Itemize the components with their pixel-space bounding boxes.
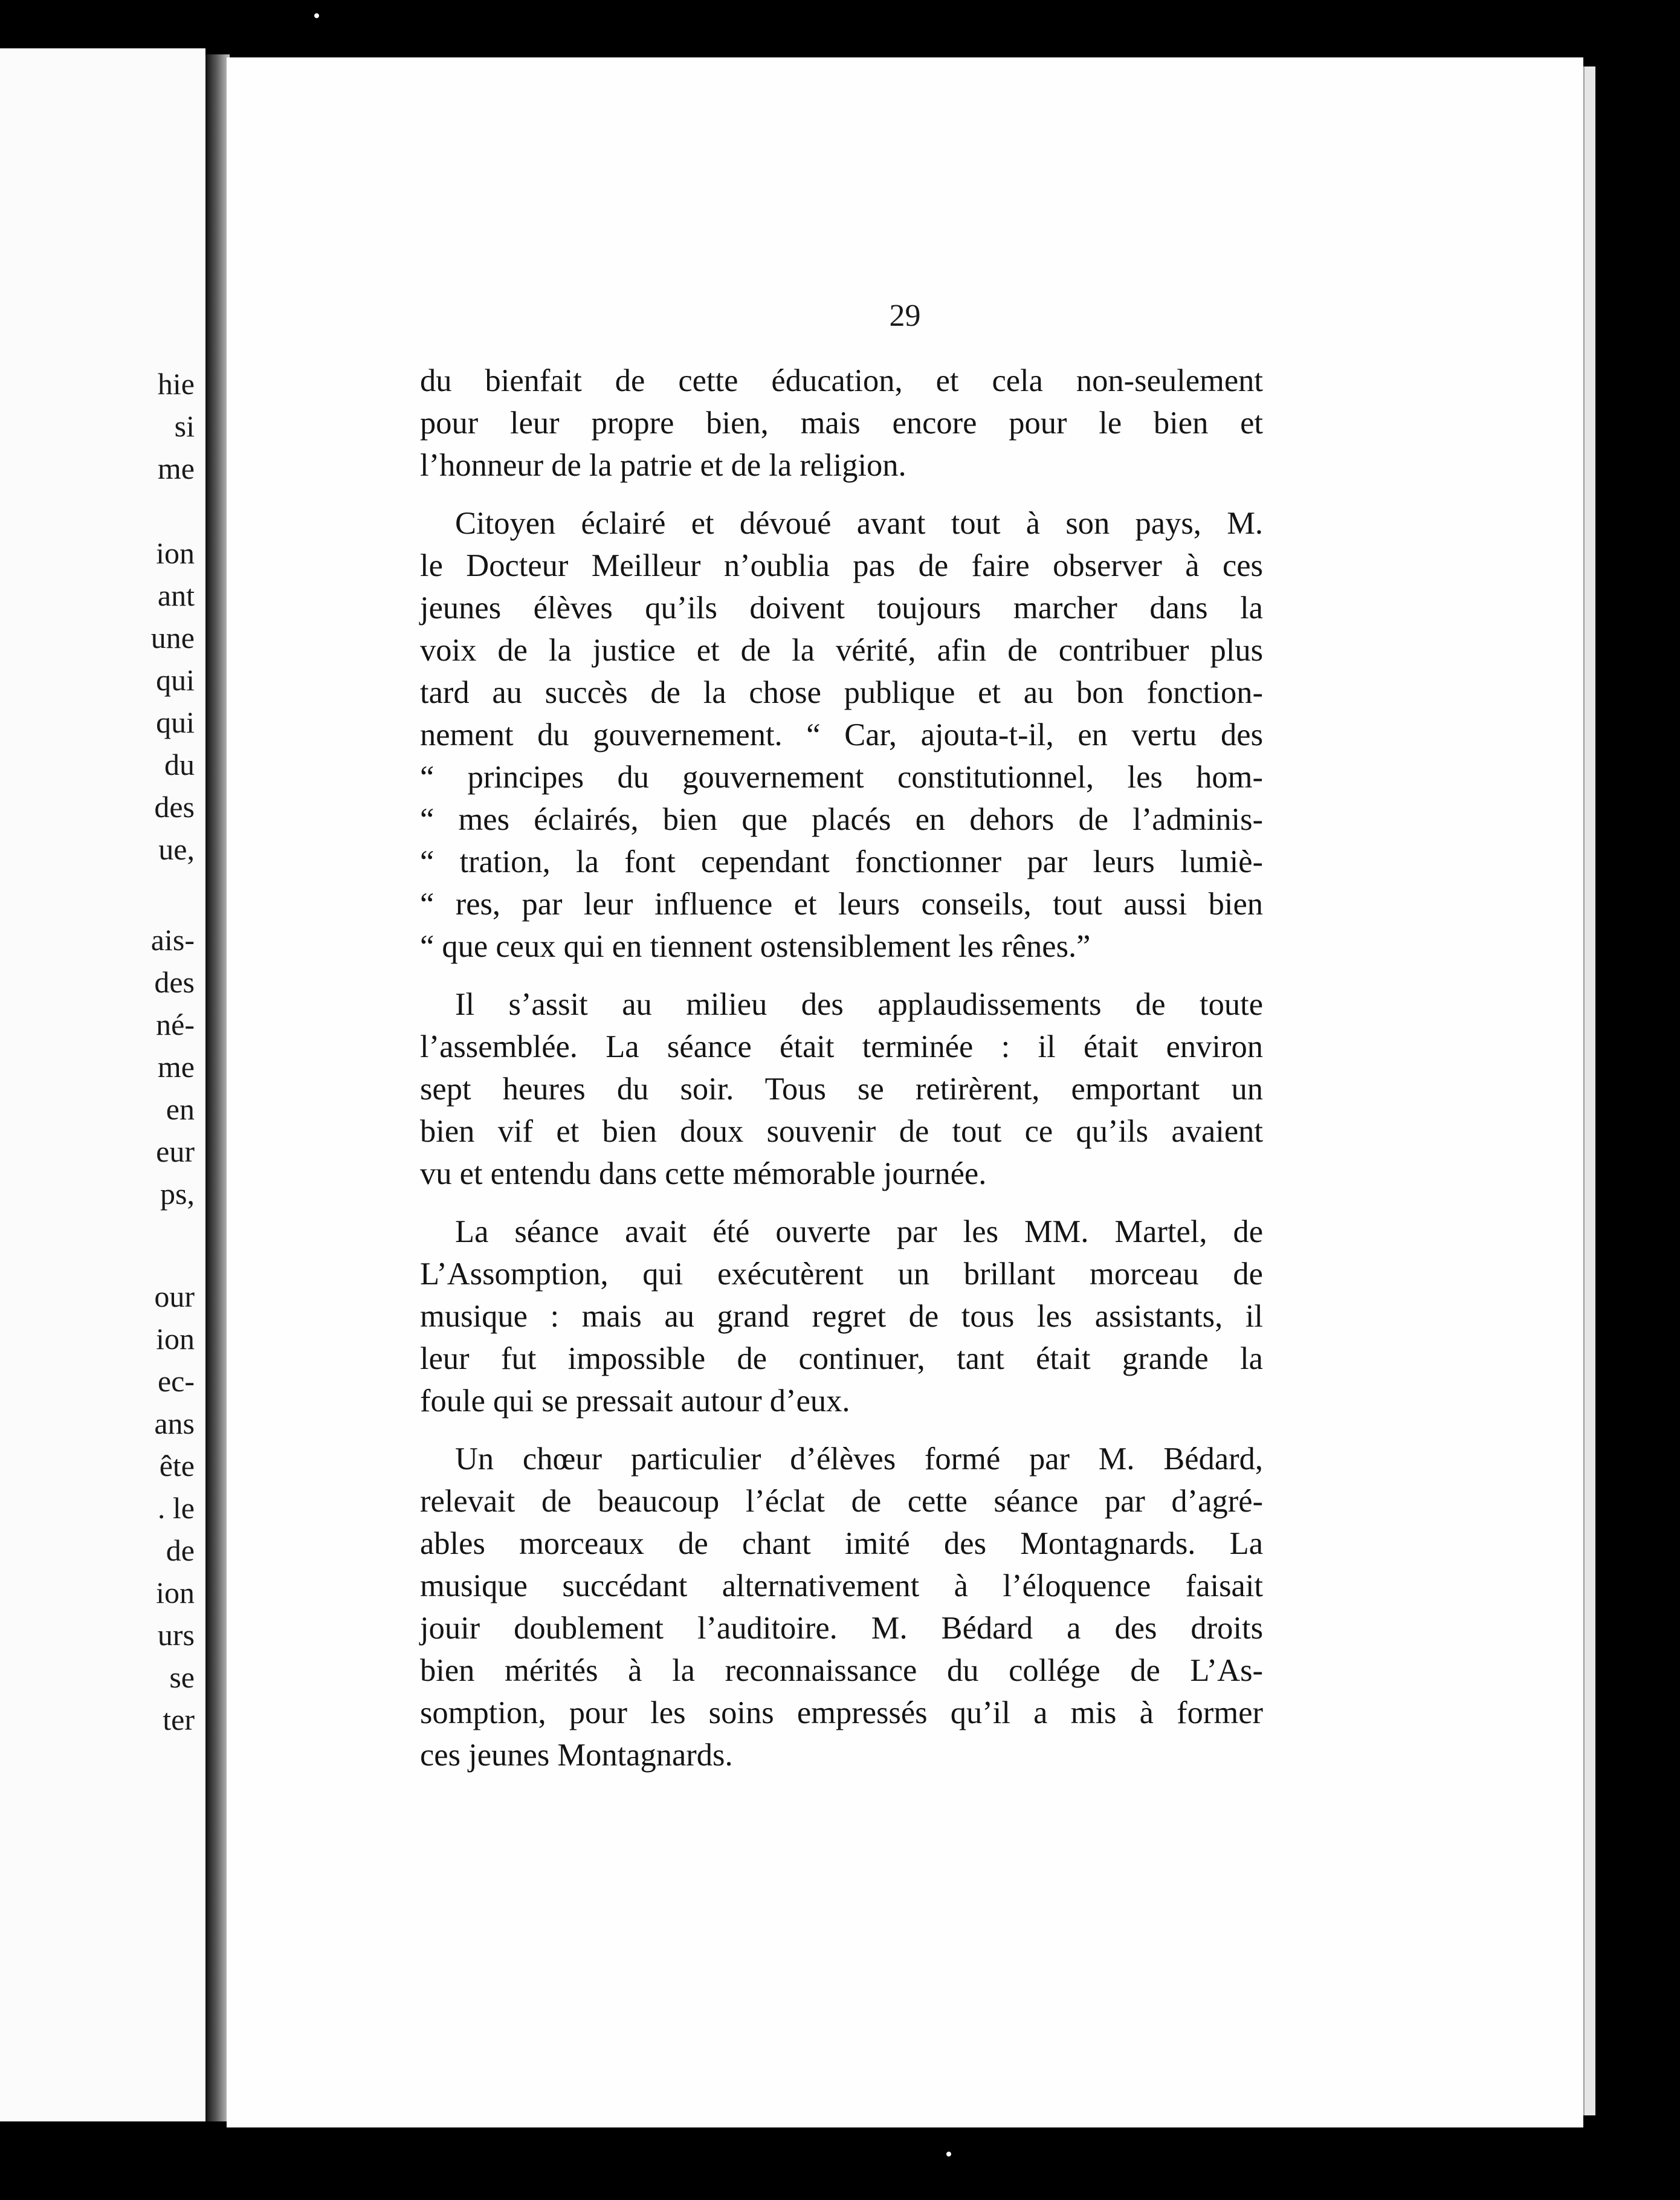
text-line: “ que ceux qui en tiennent ostensiblement les rênes.” [420, 929, 1091, 964]
text-line: voix de la justice et de la vérité, afin de contribuer plus [420, 633, 1263, 668]
left-text-fragment: en [166, 1092, 195, 1126]
text-line: vu et entendu dans cette mémorable journée. [420, 1156, 987, 1191]
left-text-fragment: des [154, 965, 195, 999]
left-text-fragment: ue, [158, 832, 195, 866]
left-text-fragment: urs [157, 1618, 195, 1652]
page-edge [1583, 66, 1595, 2115]
text-line: pour leur propre bien, mais encore pour le bien et [420, 406, 1263, 441]
text-line: Citoyen éclairé et dévoué avant tout à son pays, M. [455, 506, 1263, 541]
left-text-fragment: ter [163, 1703, 195, 1736]
paragraph [420, 502, 1263, 968]
paragraph [420, 1438, 1263, 1776]
left-page-fragment [0, 48, 205, 2121]
left-text-fragment: si [174, 409, 195, 443]
left-text-fragment: qui [156, 663, 195, 697]
left-text-fragment: qui [156, 705, 195, 739]
body-text [420, 360, 1263, 1792]
text-line: jouir doublement l’auditoire. M. Bédard a des droits [420, 1611, 1263, 1646]
left-text-fragment: né- [156, 1008, 195, 1041]
left-text-fragment: ec- [157, 1364, 195, 1398]
text-line: L’Assomption, qui exécutèrent un brillant morceau de [420, 1257, 1263, 1292]
left-text-fragment: ant [157, 578, 195, 612]
text-line: bien vif et bien doux souvenir de tout ce qu’ils avaient [420, 1114, 1263, 1149]
paragraph [420, 983, 1263, 1195]
text-line: tard au succès de la chose publique et au bon fonction- [420, 675, 1263, 710]
left-text-fragment: se [169, 1660, 195, 1694]
left-text-fragment: me [157, 451, 195, 485]
text-line: du bienfait de cette éducation, et cela non-seulement [420, 363, 1263, 398]
text-line: relevait de beaucoup l’éclat de cette séance par d’agré- [420, 1484, 1263, 1519]
left-text-fragment: ps, [160, 1177, 195, 1211]
text-line: foule qui se pressait autour d’eux. [420, 1383, 850, 1419]
book-spine-shadow [205, 54, 230, 2121]
left-text-fragment: ion [156, 1322, 195, 1356]
left-text-fragment: ais- [150, 923, 195, 957]
text-line: le Docteur Meilleur n’oublia pas de faire observer à ces [420, 548, 1263, 583]
left-text-fragment: hie [157, 367, 195, 401]
text-line: l’honneur de la patrie et de la religion. [420, 448, 906, 483]
text-line: bien mérités à la reconnaissance du collége de L’As- [420, 1653, 1263, 1688]
text-line: jeunes élèves qu’ils doivent toujours marcher dans la [420, 590, 1263, 626]
text-line: Il s’assit au milieu des applaudissements de toute [455, 987, 1263, 1022]
text-line: ables morceaux de chant imité des Montagnards. La [420, 1526, 1263, 1561]
left-text-fragment: des [154, 790, 195, 824]
left-text-fragment: ion [156, 1576, 195, 1610]
text-line: “ principes du gouvernement constitutionnel, les hom- [420, 760, 1263, 795]
left-text-fragment: de [166, 1533, 195, 1567]
text-line: ces jeunes Montagnards. [420, 1738, 733, 1773]
text-line: Un chœur particulier d’élèves formé par M. Bédard, [455, 1441, 1263, 1477]
left-text-fragment: . le [157, 1491, 195, 1525]
left-text-fragment: une [150, 621, 195, 655]
text-line: La séance avait été ouverte par les MM. Martel, de [455, 1214, 1263, 1249]
left-text-fragment: ion [156, 536, 195, 570]
text-line: musique : mais au grand regret de tous les assistants, il [420, 1299, 1263, 1334]
scan-speck [946, 2152, 951, 2156]
left-text-fragment: our [154, 1280, 195, 1313]
left-text-fragment: du [164, 748, 195, 781]
text-line: musique succédant alternativement à l’éloquence faisait [420, 1568, 1263, 1603]
page-number: 29 [889, 299, 921, 333]
left-text-fragment: me [157, 1050, 195, 1084]
right-page [227, 57, 1583, 2127]
text-line: “ tration, la font cependant fonctionner par leurs lumiè- [420, 844, 1263, 879]
left-text-fragment: ans [154, 1406, 195, 1440]
text-line: “ mes éclairés, bien que placés en dehors de l’adminis- [420, 802, 1263, 837]
paragraph [420, 360, 1263, 487]
left-text-fragment: ête [159, 1449, 195, 1483]
text-line: “ res, par leur influence et leurs conseils, tout aussi bien [420, 887, 1263, 922]
text-line: sept heures du soir. Tous se retirèrent, emportant un [420, 1072, 1263, 1107]
text-line: leur fut impossible de continuer, tant était grande la [420, 1341, 1263, 1376]
paragraph [420, 1211, 1263, 1422]
text-line: somption, pour les soins empressés qu’il a mis à former [420, 1695, 1263, 1730]
text-line: nement du gouvernement. “ Car, ajouta-t-il, en vertu des [420, 717, 1263, 752]
left-text-fragment: eur [156, 1134, 195, 1168]
text-line: l’assemblée. La séance était terminée : il était environ [420, 1029, 1263, 1064]
scan-speck [314, 13, 319, 18]
